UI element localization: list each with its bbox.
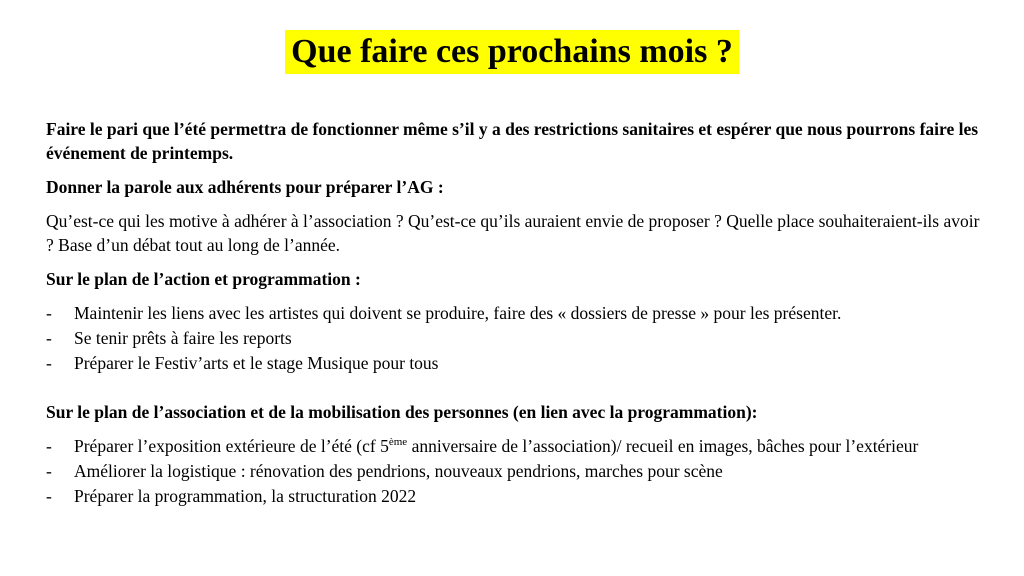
list-item-text: Se tenir prêts à faire les reports [74,328,292,348]
list-item [46,484,986,508]
list-item-text: Améliorer la logistique : rénovation des pendrions, nouveaux pendrions, marches pour scène [74,461,723,481]
intro-paragraph: Faire le pari que l’été permettra de fonctionner même s’il y a des restrictions sanitaires et espérer que nous pourrons faire les événement de printemps. [46,119,979,163]
list-item [46,326,986,350]
bullet-dash: - [46,486,52,506]
list-item-text-part: Préparer l’exposition extérieure de l’été (cf 5 [74,436,389,456]
spacer [46,376,986,400]
bullet-dash: - [46,436,52,456]
ag-paragraph: Qu’est-ce qui les motive à adhérer à l’association ? Qu’est-ce qu’ils auraient envie de proposer ? Quelle place souhaiteraient-ils avoir ? Base d’un débat tout au long de l’année. [46,211,980,255]
association-list [46,434,986,508]
list-item-text: Préparer la programmation, la structuration 2022 [74,486,417,506]
ag-heading: Donner la parole aux adhérents pour préparer l’AG : [46,177,444,197]
list-item [46,434,986,458]
slide-content [46,117,986,509]
list-item-text [74,436,918,456]
list-item-text: Maintenir les liens avec les artistes qui doivent se produire, faire des « dossiers de presse » pour les présenter. [74,303,842,323]
bullet-dash: - [46,353,52,373]
list-item [46,301,986,325]
superscript: ème [388,436,408,449]
list-item-text-part: anniversaire de l’association)/ recueil en images, bâches pour l’extérieur [407,436,919,456]
bullet-dash: - [46,303,52,323]
slide-title: Que faire ces prochains mois ? [285,30,739,74]
list-item [46,459,986,483]
bullet-dash: - [46,328,52,348]
list-item-text: Préparer le Festiv’arts et le stage Musique pour tous [74,353,439,373]
title-container [0,30,1024,74]
action-heading: Sur le plan de l’action et programmation : [46,269,361,289]
association-heading: Sur le plan de l’association et de la mobilisation des personnes (en lien avec la programmation): [46,402,758,422]
bullet-dash: - [46,461,52,481]
list-item [46,351,986,375]
action-list [46,301,986,375]
